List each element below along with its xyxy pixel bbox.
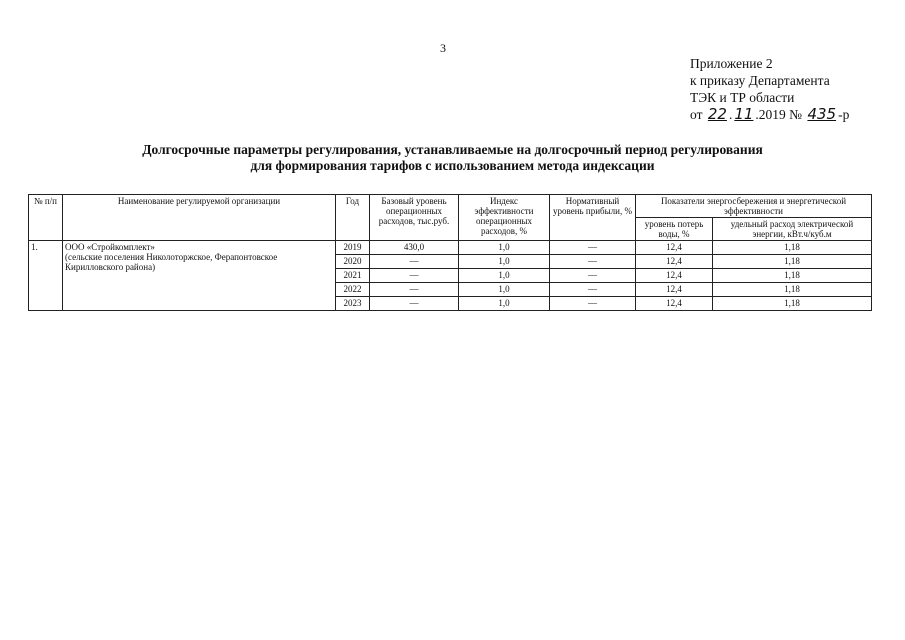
cell-normative-profit: — — [550, 255, 636, 269]
cell-efficiency-index: 1,0 — [459, 269, 550, 283]
cell-normative-profit: — — [550, 297, 636, 311]
header-org: Наименование регулируемой организации — [63, 195, 336, 241]
cell-normative-profit: — — [550, 283, 636, 297]
header-normative-profit: Нормативный уровень прибыли, % — [550, 195, 636, 241]
org-details: (сельские поселения Николоторжское, Ферапонтовское Кирилловского района) — [65, 252, 278, 272]
header-base-level: Базовый уровень операционных расходов, тыс.руб. — [370, 195, 459, 241]
cell-water-losses: 12,4 — [636, 283, 713, 297]
parameters-table — [28, 194, 872, 311]
org-name: ООО «Стройкомплект» — [65, 242, 155, 252]
entry-num: 1. — [29, 241, 63, 311]
header-specific-consumption: удельный расход электрической энергии, кВт.ч/куб.м — [713, 218, 872, 241]
title-line1: Долгосрочные параметры регулирования, устанавливаемые на долгосрочный период регулирования — [142, 142, 763, 157]
cell-base-level: — — [370, 269, 459, 283]
cell-water-losses: 12,4 — [636, 241, 713, 255]
header-num: № п/п — [29, 195, 63, 241]
cell-specific-consumption: 1,18 — [713, 255, 872, 269]
cell-normative-profit: — — [550, 269, 636, 283]
cell-efficiency-index: 1,0 — [459, 297, 550, 311]
cell-specific-consumption: 1,18 — [713, 241, 872, 255]
header-efficiency-index: Индекс эффективности операционных расходов, % — [459, 195, 550, 241]
cell-efficiency-index: 1,0 — [459, 241, 550, 255]
appendix-line1: Приложение 2 — [690, 56, 773, 71]
cell-base-level: — — [370, 297, 459, 311]
cell-water-losses: 12,4 — [636, 297, 713, 311]
appendix-date-line — [690, 106, 849, 123]
cell-base-level: — — [370, 255, 459, 269]
appendix-line3: ТЭК и ТР области — [690, 90, 795, 105]
cell-year: 2020 — [336, 255, 370, 269]
cell-year: 2023 — [336, 297, 370, 311]
header-year: Год — [336, 195, 370, 241]
handwritten-order-number: 435 — [807, 105, 837, 123]
cell-base-level: 430,0 — [370, 241, 459, 255]
order-suffix: -р — [838, 107, 850, 122]
handwritten-day: 22 — [707, 105, 727, 123]
cell-year: 2021 — [336, 269, 370, 283]
cell-normative-profit: — — [550, 241, 636, 255]
entry-org — [63, 241, 336, 311]
title-line2: для формирования тарифов с использованием метода индексации — [250, 158, 655, 173]
cell-water-losses: 12,4 — [636, 255, 713, 269]
cell-water-losses: 12,4 — [636, 269, 713, 283]
date-prefix: от — [690, 107, 703, 122]
date-dot: . — [728, 107, 733, 122]
cell-specific-consumption: 1,18 — [713, 283, 872, 297]
cell-efficiency-index: 1,0 — [459, 255, 550, 269]
table-row — [29, 241, 872, 255]
document-title — [0, 142, 905, 174]
cell-specific-consumption: 1,18 — [713, 269, 872, 283]
page-number: 3 — [440, 41, 446, 55]
appendix-line2: к приказу Департамента — [690, 73, 830, 88]
cell-specific-consumption: 1,18 — [713, 297, 872, 311]
header-water-losses: уровень потерь воды, % — [636, 218, 713, 241]
appendix-block — [690, 55, 849, 123]
header-energy-group: Показатели энергосбережения и энергетической эффективности — [636, 195, 872, 218]
date-year: .2019 № — [755, 107, 803, 122]
cell-base-level: — — [370, 283, 459, 297]
cell-year: 2019 — [336, 241, 370, 255]
cell-efficiency-index: 1,0 — [459, 283, 550, 297]
handwritten-month: 11 — [734, 105, 754, 123]
cell-year: 2022 — [336, 283, 370, 297]
